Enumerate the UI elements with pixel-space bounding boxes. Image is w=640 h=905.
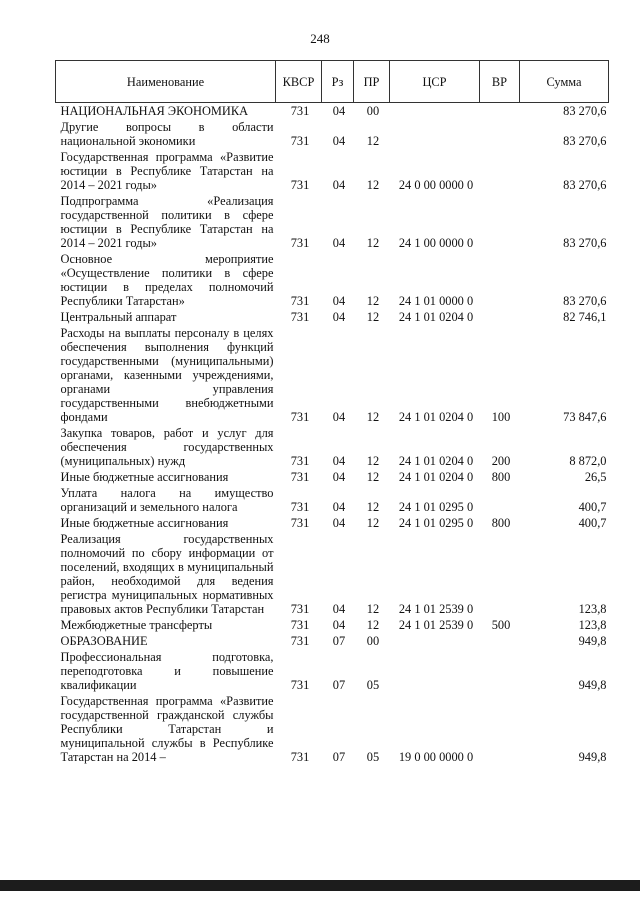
table-row xyxy=(56,193,609,251)
cell-rz: 04 xyxy=(332,410,346,424)
table-row xyxy=(56,469,609,485)
cell-sum: 123,8 xyxy=(578,618,607,632)
cell-vr: 100 xyxy=(491,410,511,424)
header-rz: Рз xyxy=(322,61,354,103)
cell-pr: 12 xyxy=(366,500,380,514)
table-body xyxy=(56,103,609,766)
table-row xyxy=(56,649,609,693)
cell-csr xyxy=(390,633,480,649)
cell-name: Реализация государственных полномочий по сбору информации от поселений, входящих в муниципальный район, необходимой для ведения регистра муниципальных нормативных правовых актов Республики Татарстан xyxy=(60,532,274,616)
cell-vr xyxy=(480,649,520,693)
cell-vr xyxy=(480,309,520,325)
cell-pr: 12 xyxy=(366,454,380,468)
cell-pr: 12 xyxy=(366,602,380,616)
cell-vr xyxy=(480,531,520,617)
cell-vr xyxy=(480,103,520,120)
cell-pr: 12 xyxy=(366,236,380,250)
cell-pr: 12 xyxy=(366,134,380,148)
cell-sum: 82 746,1 xyxy=(563,310,607,324)
table-row xyxy=(56,251,609,309)
cell-csr: 24 1 01 0295 0 xyxy=(398,516,474,530)
cell-name: Межбюджетные трансферты xyxy=(60,618,213,632)
cell-rz: 04 xyxy=(332,500,346,514)
cell-name: Иные бюджетные ассигнования xyxy=(60,470,229,484)
cell-csr: 24 1 01 0204 0 xyxy=(398,310,474,324)
cell-name: Основное мероприятие «Осуществление политики в сфере юстиции в пределах полномочий Республики Татарстан» xyxy=(60,252,274,308)
table-row xyxy=(56,531,609,617)
cell-sum: 400,7 xyxy=(578,500,607,514)
cell-pr: 12 xyxy=(366,178,380,192)
table-row xyxy=(56,119,609,149)
cell-csr: 24 1 01 0204 0 xyxy=(398,470,474,484)
cell-pr: 12 xyxy=(366,410,380,424)
cell-rz: 04 xyxy=(332,454,346,468)
cell-kvsr: 731 xyxy=(290,310,310,324)
cell-sum: 83 270,6 xyxy=(563,294,607,308)
cell-sum: 26,5 xyxy=(584,470,607,484)
cell-sum: 123,8 xyxy=(578,602,607,616)
cell-pr: 00 xyxy=(366,104,380,118)
budget-table xyxy=(55,60,609,765)
cell-sum: 73 847,6 xyxy=(563,410,607,424)
cell-kvsr: 731 xyxy=(290,618,310,632)
table-row xyxy=(56,617,609,633)
cell-name: Профессиональная подготовка, переподготовка и повышение квалификации xyxy=(60,650,274,692)
cell-csr: 19 0 00 0000 0 xyxy=(398,750,474,764)
cell-pr: 05 xyxy=(366,678,380,692)
cell-kvsr: 731 xyxy=(290,178,310,192)
cell-csr: 24 1 01 0000 0 xyxy=(398,294,474,308)
cell-rz: 04 xyxy=(332,294,346,308)
cell-name: НАЦИОНАЛЬНАЯ ЭКОНОМИКА xyxy=(60,104,249,118)
cell-csr: 24 1 00 0000 0 xyxy=(398,236,474,250)
cell-name: ОБРАЗОВАНИЕ xyxy=(60,634,148,648)
cell-csr: 24 1 01 0295 0 xyxy=(398,500,474,514)
cell-pr: 12 xyxy=(366,294,380,308)
table-row xyxy=(56,425,609,469)
cell-name: Уплата налога на имущество организаций и земельного налога xyxy=(60,486,274,514)
cell-csr: 24 1 01 2539 0 xyxy=(398,602,474,616)
table-row xyxy=(56,515,609,531)
cell-kvsr: 731 xyxy=(290,500,310,514)
cell-vr: 200 xyxy=(491,454,511,468)
cell-rz: 04 xyxy=(332,134,346,148)
cell-vr: 500 xyxy=(491,618,511,632)
cell-kvsr: 731 xyxy=(290,134,310,148)
cell-kvsr: 731 xyxy=(290,750,310,764)
cell-sum: 400,7 xyxy=(578,516,607,530)
cell-vr xyxy=(480,633,520,649)
cell-rz: 07 xyxy=(332,750,346,764)
table-row xyxy=(56,633,609,649)
table-row xyxy=(56,325,609,425)
cell-name: Расходы на выплаты персоналу в целях обеспечения выполнения функций государственными (муниципальными) органами, казенными учреждениями, органами управления государственными внебюджетными фондами xyxy=(60,326,274,424)
cell-rz: 04 xyxy=(332,236,346,250)
cell-vr xyxy=(480,119,520,149)
header-kvsr: КВСР xyxy=(276,61,322,103)
cell-rz: 04 xyxy=(332,470,346,484)
cell-name: Закупка товаров, работ и услуг для обеспечения государственных (муниципальных) нужд xyxy=(60,426,274,468)
cell-csr: 24 1 01 0204 0 xyxy=(398,454,474,468)
table-row xyxy=(56,149,609,193)
cell-kvsr: 731 xyxy=(290,678,310,692)
cell-rz: 04 xyxy=(332,516,346,530)
cell-sum: 83 270,6 xyxy=(563,178,607,192)
cell-kvsr: 731 xyxy=(290,470,310,484)
page-number: 248 xyxy=(310,31,330,46)
cell-pr: 12 xyxy=(366,516,380,530)
cell-sum: 949,8 xyxy=(578,750,607,764)
cell-kvsr: 731 xyxy=(290,516,310,530)
cell-vr xyxy=(480,193,520,251)
cell-kvsr: 731 xyxy=(290,602,310,616)
scan-edge-bar xyxy=(0,880,640,891)
cell-sum: 83 270,6 xyxy=(563,134,607,148)
cell-pr: 12 xyxy=(366,310,380,324)
cell-kvsr: 731 xyxy=(290,104,310,118)
header-csr: ЦСР xyxy=(390,61,480,103)
cell-rz: 07 xyxy=(332,678,346,692)
header-vr: ВР xyxy=(480,61,520,103)
cell-kvsr: 731 xyxy=(290,454,310,468)
cell-csr: 24 1 01 2539 0 xyxy=(398,618,474,632)
table-row xyxy=(56,309,609,325)
cell-vr xyxy=(480,149,520,193)
cell-csr: 24 0 00 0000 0 xyxy=(398,178,474,192)
cell-name: Подпрограмма «Реализация государственной политики в сфере юстиции в Республике Татарстан на 2014 – 2021 годы» xyxy=(60,194,274,250)
cell-sum: 83 270,6 xyxy=(563,104,607,118)
cell-rz: 04 xyxy=(332,178,346,192)
cell-sum: 949,8 xyxy=(578,678,607,692)
table-row xyxy=(56,485,609,515)
cell-sum: 949,8 xyxy=(578,634,607,648)
header-name: Наименование xyxy=(56,61,276,103)
cell-name: Государственная программа «Развитие государственной гражданской службы Республики Татарстан и муниципальной службы в Республике Татарстан на 2014 – xyxy=(60,694,274,764)
cell-vr xyxy=(480,251,520,309)
cell-pr: 00 xyxy=(366,634,380,648)
cell-vr: 800 xyxy=(491,516,511,530)
cell-sum: 8 872,0 xyxy=(569,454,607,468)
cell-pr: 12 xyxy=(366,470,380,484)
cell-rz: 04 xyxy=(332,602,346,616)
cell-rz: 07 xyxy=(332,634,346,648)
cell-vr: 800 xyxy=(491,470,511,484)
cell-csr xyxy=(390,649,480,693)
cell-name: Государственная программа «Развитие юстиции в Республике Татарстан на 2014 – 2021 годы» xyxy=(60,150,274,192)
cell-name: Центральный аппарат xyxy=(60,310,177,324)
cell-csr xyxy=(390,119,480,149)
cell-rz: 04 xyxy=(332,104,346,118)
cell-kvsr: 731 xyxy=(290,634,310,648)
cell-name: Иные бюджетные ассигнования xyxy=(60,516,229,530)
cell-kvsr: 731 xyxy=(290,294,310,308)
cell-sum: 83 270,6 xyxy=(563,236,607,250)
cell-pr: 12 xyxy=(366,618,380,632)
cell-csr xyxy=(390,103,480,120)
cell-csr: 24 1 01 0204 0 xyxy=(398,410,474,424)
table-header-row xyxy=(56,61,609,103)
cell-rz: 04 xyxy=(332,310,346,324)
cell-kvsr: 731 xyxy=(290,236,310,250)
table-row xyxy=(56,103,609,120)
table-row xyxy=(56,693,609,765)
cell-vr xyxy=(480,485,520,515)
header-pr: ПР xyxy=(354,61,390,103)
cell-pr: 05 xyxy=(366,750,380,764)
cell-kvsr: 731 xyxy=(290,410,310,424)
header-sum: Сумма xyxy=(520,61,609,103)
cell-name: Другие вопросы в области национальной экономики xyxy=(60,120,274,148)
cell-rz: 04 xyxy=(332,618,346,632)
cell-vr xyxy=(480,693,520,765)
